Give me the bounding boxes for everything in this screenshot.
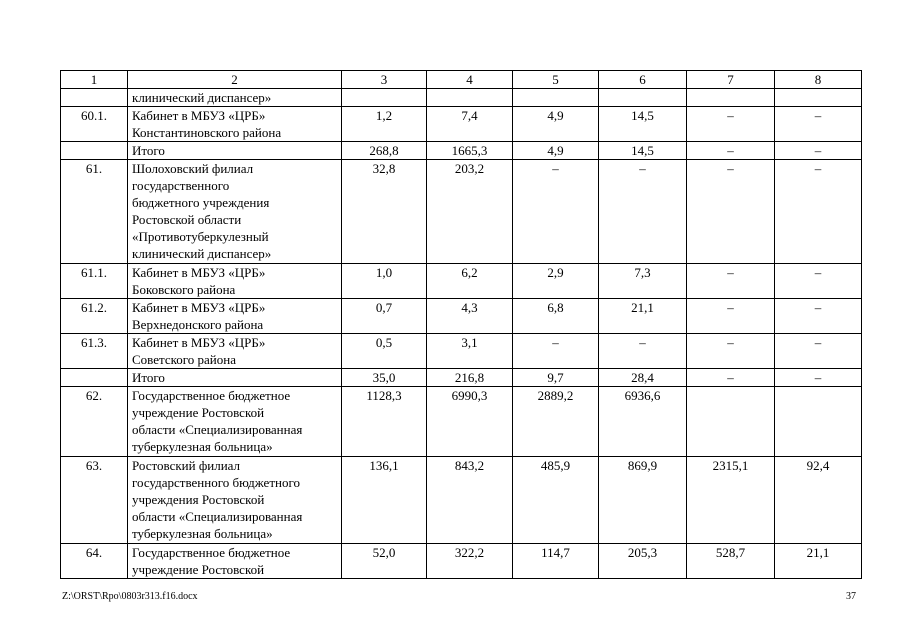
cell-c7: 2315,1 — [687, 457, 775, 544]
cell-c3: 52,0 — [342, 544, 427, 579]
row-number: 62. — [61, 387, 128, 457]
cell-c4: 322,2 — [427, 544, 513, 579]
row-name: Государственное бюджетное учреждение Ростовской — [128, 544, 342, 579]
cell-c7 — [687, 387, 775, 457]
cell-c3 — [342, 89, 427, 107]
table-row — [61, 264, 862, 299]
row-number: 61.1. — [61, 264, 128, 299]
table-row — [61, 544, 862, 579]
cell-c5: 2889,2 — [513, 387, 599, 457]
table-row — [61, 457, 862, 544]
header-cell: 6 — [599, 71, 687, 89]
cell-c8 — [775, 387, 862, 457]
cell-c5: – — [513, 334, 599, 369]
row-name: Итого — [128, 369, 342, 387]
cell-c3: 1,2 — [342, 107, 427, 142]
row-name: Ростовский филиал государственного бюджетного учреждения Ростовской области «Специализированная туберкулезная больница» — [128, 457, 342, 544]
cell-c6: 205,3 — [599, 544, 687, 579]
cell-c4: 843,2 — [427, 457, 513, 544]
cell-c4: 216,8 — [427, 369, 513, 387]
cell-c7: – — [687, 142, 775, 160]
cell-c3: 35,0 — [342, 369, 427, 387]
cell-c7: – — [687, 107, 775, 142]
cell-c8: 92,4 — [775, 457, 862, 544]
cell-c8: – — [775, 299, 862, 334]
row-name: Итого — [128, 142, 342, 160]
cell-c3: 1,0 — [342, 264, 427, 299]
footer-file-path: Z:\ORST\Rpo\0803r313.f16.docx — [62, 591, 198, 602]
cell-c6 — [599, 89, 687, 107]
cell-c3: 136,1 — [342, 457, 427, 544]
cell-c6: – — [599, 160, 687, 264]
row-name: Кабинет в МБУЗ «ЦРБ» Советского района — [128, 334, 342, 369]
cell-c6: 7,3 — [599, 264, 687, 299]
cell-c5: 485,9 — [513, 457, 599, 544]
table-row — [61, 89, 862, 107]
cell-c6: 6936,6 — [599, 387, 687, 457]
cell-c8: 21,1 — [775, 544, 862, 579]
cell-c5 — [513, 89, 599, 107]
cell-c8: – — [775, 160, 862, 264]
row-name: Шолоховский филиал государственного бюджетного учреждения Ростовской области «Противотуберкулезный клинический диспансер» — [128, 160, 342, 264]
cell-c6: 28,4 — [599, 369, 687, 387]
table-row — [61, 142, 862, 160]
cell-c3: 0,5 — [342, 334, 427, 369]
table-row — [61, 387, 862, 457]
cell-c5: 4,9 — [513, 142, 599, 160]
cell-c4 — [427, 89, 513, 107]
cell-c5: – — [513, 160, 599, 264]
cell-c4: 4,3 — [427, 299, 513, 334]
row-number: 60.1. — [61, 107, 128, 142]
table-row — [61, 160, 862, 264]
cell-c8: – — [775, 369, 862, 387]
row-number: 63. — [61, 457, 128, 544]
row-number: 61. — [61, 160, 128, 264]
cell-c7: – — [687, 299, 775, 334]
cell-c4: 1665,3 — [427, 142, 513, 160]
cell-c5: 9,7 — [513, 369, 599, 387]
cell-c7: 528,7 — [687, 544, 775, 579]
header-cell: 3 — [342, 71, 427, 89]
cell-c8: – — [775, 334, 862, 369]
header-cell: 5 — [513, 71, 599, 89]
row-name: Кабинет в МБУЗ «ЦРБ» Боковского района — [128, 264, 342, 299]
cell-c4: 6,2 — [427, 264, 513, 299]
cell-c8: – — [775, 142, 862, 160]
cell-c3: 268,8 — [342, 142, 427, 160]
cell-c5: 114,7 — [513, 544, 599, 579]
table-row — [61, 334, 862, 369]
cell-c4: 6990,3 — [427, 387, 513, 457]
cell-c7: – — [687, 264, 775, 299]
cell-c6: 21,1 — [599, 299, 687, 334]
cell-c7: – — [687, 334, 775, 369]
cell-c6: 14,5 — [599, 107, 687, 142]
cell-c5: 6,8 — [513, 299, 599, 334]
cell-c3: 32,8 — [342, 160, 427, 264]
header-cell: 7 — [687, 71, 775, 89]
cell-c8: – — [775, 107, 862, 142]
row-number: 61.3. — [61, 334, 128, 369]
header-cell: 8 — [775, 71, 862, 89]
data-table — [60, 70, 862, 579]
cell-c7: – — [687, 369, 775, 387]
cell-c4: 203,2 — [427, 160, 513, 264]
cell-c3: 0,7 — [342, 299, 427, 334]
cell-c8: – — [775, 264, 862, 299]
cell-c7: – — [687, 160, 775, 264]
header-cell: 2 — [128, 71, 342, 89]
row-number — [61, 142, 128, 160]
header-cell: 1 — [61, 71, 128, 89]
cell-c3: 1128,3 — [342, 387, 427, 457]
table-row — [61, 299, 862, 334]
cell-c6: – — [599, 334, 687, 369]
row-name: клинический диспансер» — [128, 89, 342, 107]
cell-c5: 4,9 — [513, 107, 599, 142]
row-number — [61, 369, 128, 387]
row-name: Государственное бюджетное учреждение Ростовской области «Специализированная туберкулезная больница» — [128, 387, 342, 457]
table-row — [61, 107, 862, 142]
table-row — [61, 369, 862, 387]
footer-page-number: 37 — [846, 591, 856, 602]
cell-c4: 3,1 — [427, 334, 513, 369]
cell-c4: 7,4 — [427, 107, 513, 142]
row-number: 61.2. — [61, 299, 128, 334]
row-name: Кабинет в МБУЗ «ЦРБ» Константиновского района — [128, 107, 342, 142]
cell-c6: 869,9 — [599, 457, 687, 544]
row-number: 64. — [61, 544, 128, 579]
cell-c5: 2,9 — [513, 264, 599, 299]
cell-c8 — [775, 89, 862, 107]
table-header-row — [61, 71, 862, 89]
header-cell: 4 — [427, 71, 513, 89]
row-number — [61, 89, 128, 107]
cell-c6: 14,5 — [599, 142, 687, 160]
row-name: Кабинет в МБУЗ «ЦРБ» Верхнедонского района — [128, 299, 342, 334]
cell-c7 — [687, 89, 775, 107]
